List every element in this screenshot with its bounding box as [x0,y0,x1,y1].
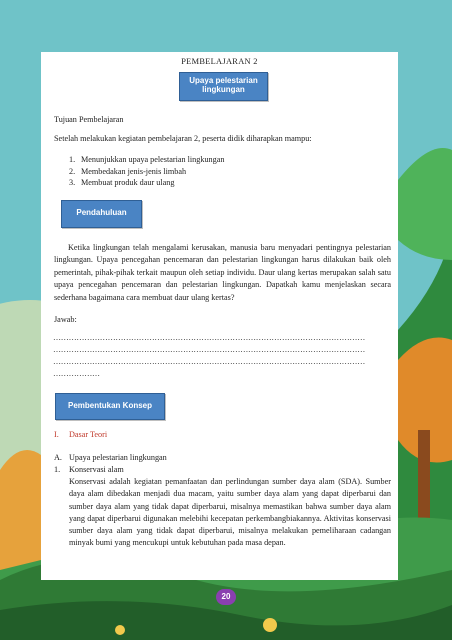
goal-item-3: Membuat produk daur ulang [81,178,175,187]
section-1-heading: Konservasi alam [69,465,124,474]
conservation-paragraph: Konservasi adalah kegiatan pemanfaatan dan perlindungan sumber daya alam (SDA). Sumber daya alam dibedakan menjadi dua macam, yaitu sumber daya alam yang dapat diperbarui dan sumber daya alam yang tidak dapat diperbarui, misalnya memastikan bahwa sumber daya alam yang dapat diperbarui digunakan melebihi kecepatan perkembangbiakannya. Aktivitas konservasi sumber daya alam yang tidak dapat diperbarui, misalnya melakukan pemeliharaan cadangan minyak bumi yang mencukupi untuk kebutuhan pada masa depan. [69,477,391,548]
page-title: PEMBELAJARAN 2 [181,57,258,66]
answer-line-2: ………………………………………………………………………………………………………… [53,345,366,354]
intro-paragraph: Ketika lingkungan telah mengalami kerusakan, manusia baru menyadari pentingnya pelestarian lingkungan. Upaya pencegahan pencemaran dan pelestarian lingkungan harus dilakukan baik oleh pemerintah, pihak-pihak terkait maupun oleh setiap individu. Daur ulang kertas merupakan salah satu upaya pencegahan pencemaran dan pelestarian lingkungan. Dapatkah kamu menjelaskan secara sederhana bagaimana cara membuat daur ulang kertas? [54,243,391,302]
section-1-num: 1. [54,465,61,474]
theory-num: I. [54,430,59,439]
topic-line-1: Upaya pelestarian [189,76,258,85]
theory-heading: Dasar Teori [69,430,108,439]
section-a-num: A. [54,453,62,462]
answer-line-1: ………………………………………………………………………………………………………… [53,333,366,342]
section-a-heading: Upaya pelestarian lingkungan [69,453,167,462]
intro-box: Pendahuluan [61,200,142,228]
goal-item-1-num: 1. [69,155,76,164]
document-page [41,52,398,580]
page-number: 20 [216,589,236,605]
answer-label: Jawab: [54,315,77,324]
goal-item-2-num: 2. [69,167,76,176]
goal-heading: Tujuan Pembelajaran [54,115,124,124]
goal-item-2: Membedakan jenis-jenis limbah [81,167,187,176]
goal-item-3-num: 3. [69,178,76,187]
topic-line-2: lingkungan [202,85,245,94]
goal-intro: Setelah melakukan kegiatan pembelajaran 2, peserta didik diharapkan mampu: [54,134,312,143]
topic-box [179,72,268,101]
concept-box: Pembentukan Konsep [55,393,165,420]
answer-line-3: ………………………………………………………………………………………………………… [53,357,366,366]
answer-line-4: ……………… [53,369,100,378]
goal-item-1: Menunjukkan upaya pelestarian lingkungan [81,155,225,164]
